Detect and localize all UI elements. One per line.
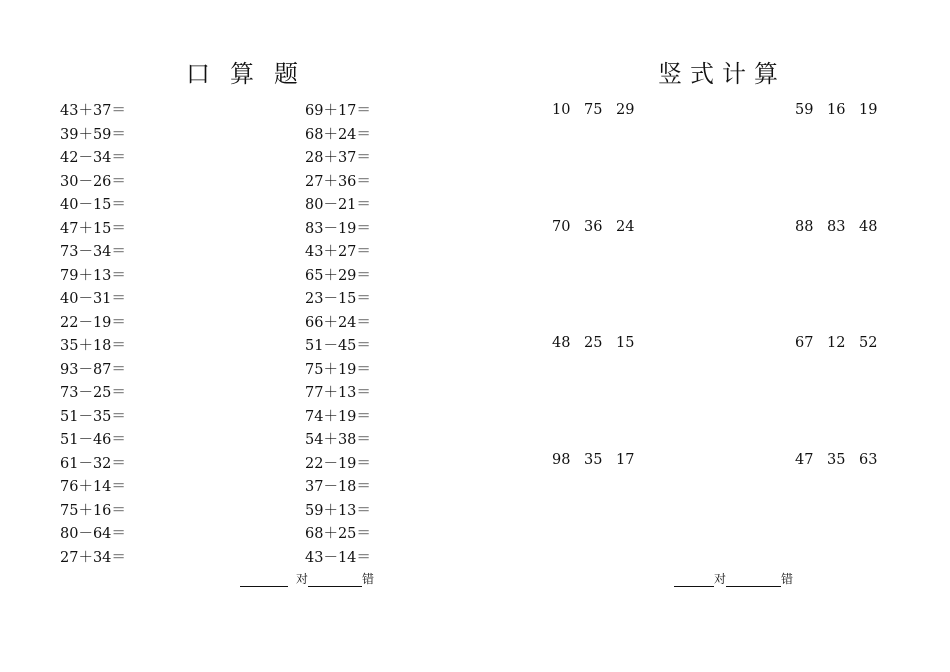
problem-row: 27＋36＝ <box>305 173 371 190</box>
problem-row: 68＋24＝ <box>305 126 371 143</box>
problem-row: 68＋25＝ <box>305 526 371 542</box>
problem-row: 23－15＝ <box>305 291 371 307</box>
problem-row: 75＋16＝ <box>60 502 126 519</box>
problem-row: 37－18＝ <box>305 479 371 495</box>
problem-row: 76＋14＝ <box>60 479 126 495</box>
correct-label: 对 <box>296 572 309 586</box>
problem-row: 80－64＝ <box>60 526 126 542</box>
score-line-right <box>674 572 793 587</box>
operand-number: 29 <box>616 102 635 118</box>
operand-number: 12 <box>827 335 846 351</box>
operand-number: 35 <box>584 452 603 468</box>
problem-column-b <box>305 100 371 570</box>
operand-number: 52 <box>859 335 878 351</box>
problem-row: 54＋38＝ <box>305 432 371 448</box>
vertical-problem <box>552 102 634 118</box>
problem-row: 93－87＝ <box>60 361 126 378</box>
operand-number: 24 <box>616 219 635 235</box>
operand-number: 70 <box>552 219 571 235</box>
problem-row: 43＋27＝ <box>305 244 371 260</box>
problem-row: 73－25＝ <box>60 385 126 401</box>
problem-row: 22－19＝ <box>305 455 371 472</box>
operand-number: 63 <box>859 452 878 468</box>
operand-number: 83 <box>827 219 846 235</box>
correct-label: 对 <box>714 572 727 586</box>
operand-number: 48 <box>552 335 571 351</box>
problem-row: 61－32＝ <box>60 455 126 472</box>
mental-math-title <box>186 54 318 89</box>
vertical-problem <box>795 102 877 118</box>
title-char: 算 <box>754 60 778 88</box>
vertical-problem <box>795 335 877 351</box>
problem-row: 73－34＝ <box>60 244 126 260</box>
operand-number: 15 <box>616 335 635 351</box>
title-char: 题 <box>274 60 298 88</box>
problem-row: 39＋59＝ <box>60 126 126 143</box>
correct-blank[interactable] <box>674 572 714 587</box>
operand-number: 48 <box>859 219 878 235</box>
title-char: 竖 <box>658 60 682 88</box>
problem-row: 42－34＝ <box>60 150 126 166</box>
problem-row: 77＋13＝ <box>305 385 371 401</box>
problem-row: 43－14＝ <box>305 549 371 566</box>
vertical-problem <box>795 219 877 235</box>
title-char: 口 <box>186 60 210 88</box>
operand-number: 67 <box>795 335 814 351</box>
problem-row: 40－15＝ <box>60 197 126 213</box>
vertical-problem <box>795 452 877 468</box>
operand-number: 59 <box>795 102 814 118</box>
title-char: 计 <box>722 60 746 88</box>
wrong-blank[interactable] <box>308 572 362 587</box>
problem-row: 27＋34＝ <box>60 549 126 566</box>
correct-blank[interactable] <box>240 572 288 587</box>
problem-row: 30－26＝ <box>60 173 126 190</box>
problem-row: 69＋17＝ <box>305 103 371 119</box>
title-char: 算 <box>230 60 254 88</box>
vertical-problem <box>552 219 634 235</box>
operand-number: 88 <box>795 219 814 235</box>
vertical-problem <box>552 335 634 351</box>
wrong-blank[interactable] <box>726 572 781 587</box>
problem-row: 40－31＝ <box>60 291 126 307</box>
operand-number: 19 <box>859 102 878 118</box>
title-char: 式 <box>690 60 714 88</box>
problem-row: 80－21＝ <box>305 197 371 213</box>
problem-row: 43＋37＝ <box>60 103 126 119</box>
problem-row: 47＋15＝ <box>60 220 126 237</box>
problem-row: 51－45＝ <box>305 338 371 354</box>
wrong-label: 错 <box>781 572 794 586</box>
operand-number: 17 <box>616 452 635 468</box>
problem-row: 51－35＝ <box>60 408 126 425</box>
problem-row: 66＋24＝ <box>305 314 371 331</box>
problem-row: 74＋19＝ <box>305 408 371 425</box>
operand-number: 98 <box>552 452 571 468</box>
problem-row: 59＋13＝ <box>305 502 371 519</box>
problem-row: 79＋13＝ <box>60 267 126 284</box>
operand-number: 35 <box>827 452 846 468</box>
problem-row: 83－19＝ <box>305 220 371 237</box>
problem-row: 35＋18＝ <box>60 338 126 354</box>
problem-column-a <box>60 100 126 570</box>
vertical-problem <box>552 452 634 468</box>
problem-row: 22－19＝ <box>60 314 126 331</box>
problem-row: 75＋19＝ <box>305 361 371 378</box>
operand-number: 25 <box>584 335 603 351</box>
wrong-label: 错 <box>362 572 375 586</box>
operand-number: 36 <box>584 219 603 235</box>
operand-number: 10 <box>552 102 571 118</box>
problem-row: 65＋29＝ <box>305 267 371 284</box>
operand-number: 75 <box>584 102 603 118</box>
problem-row: 28＋37＝ <box>305 150 371 166</box>
operand-number: 16 <box>827 102 846 118</box>
score-line-left <box>240 572 374 587</box>
problem-row: 51－46＝ <box>60 432 126 448</box>
operand-number: 47 <box>795 452 814 468</box>
vertical-calc-title <box>658 54 786 89</box>
